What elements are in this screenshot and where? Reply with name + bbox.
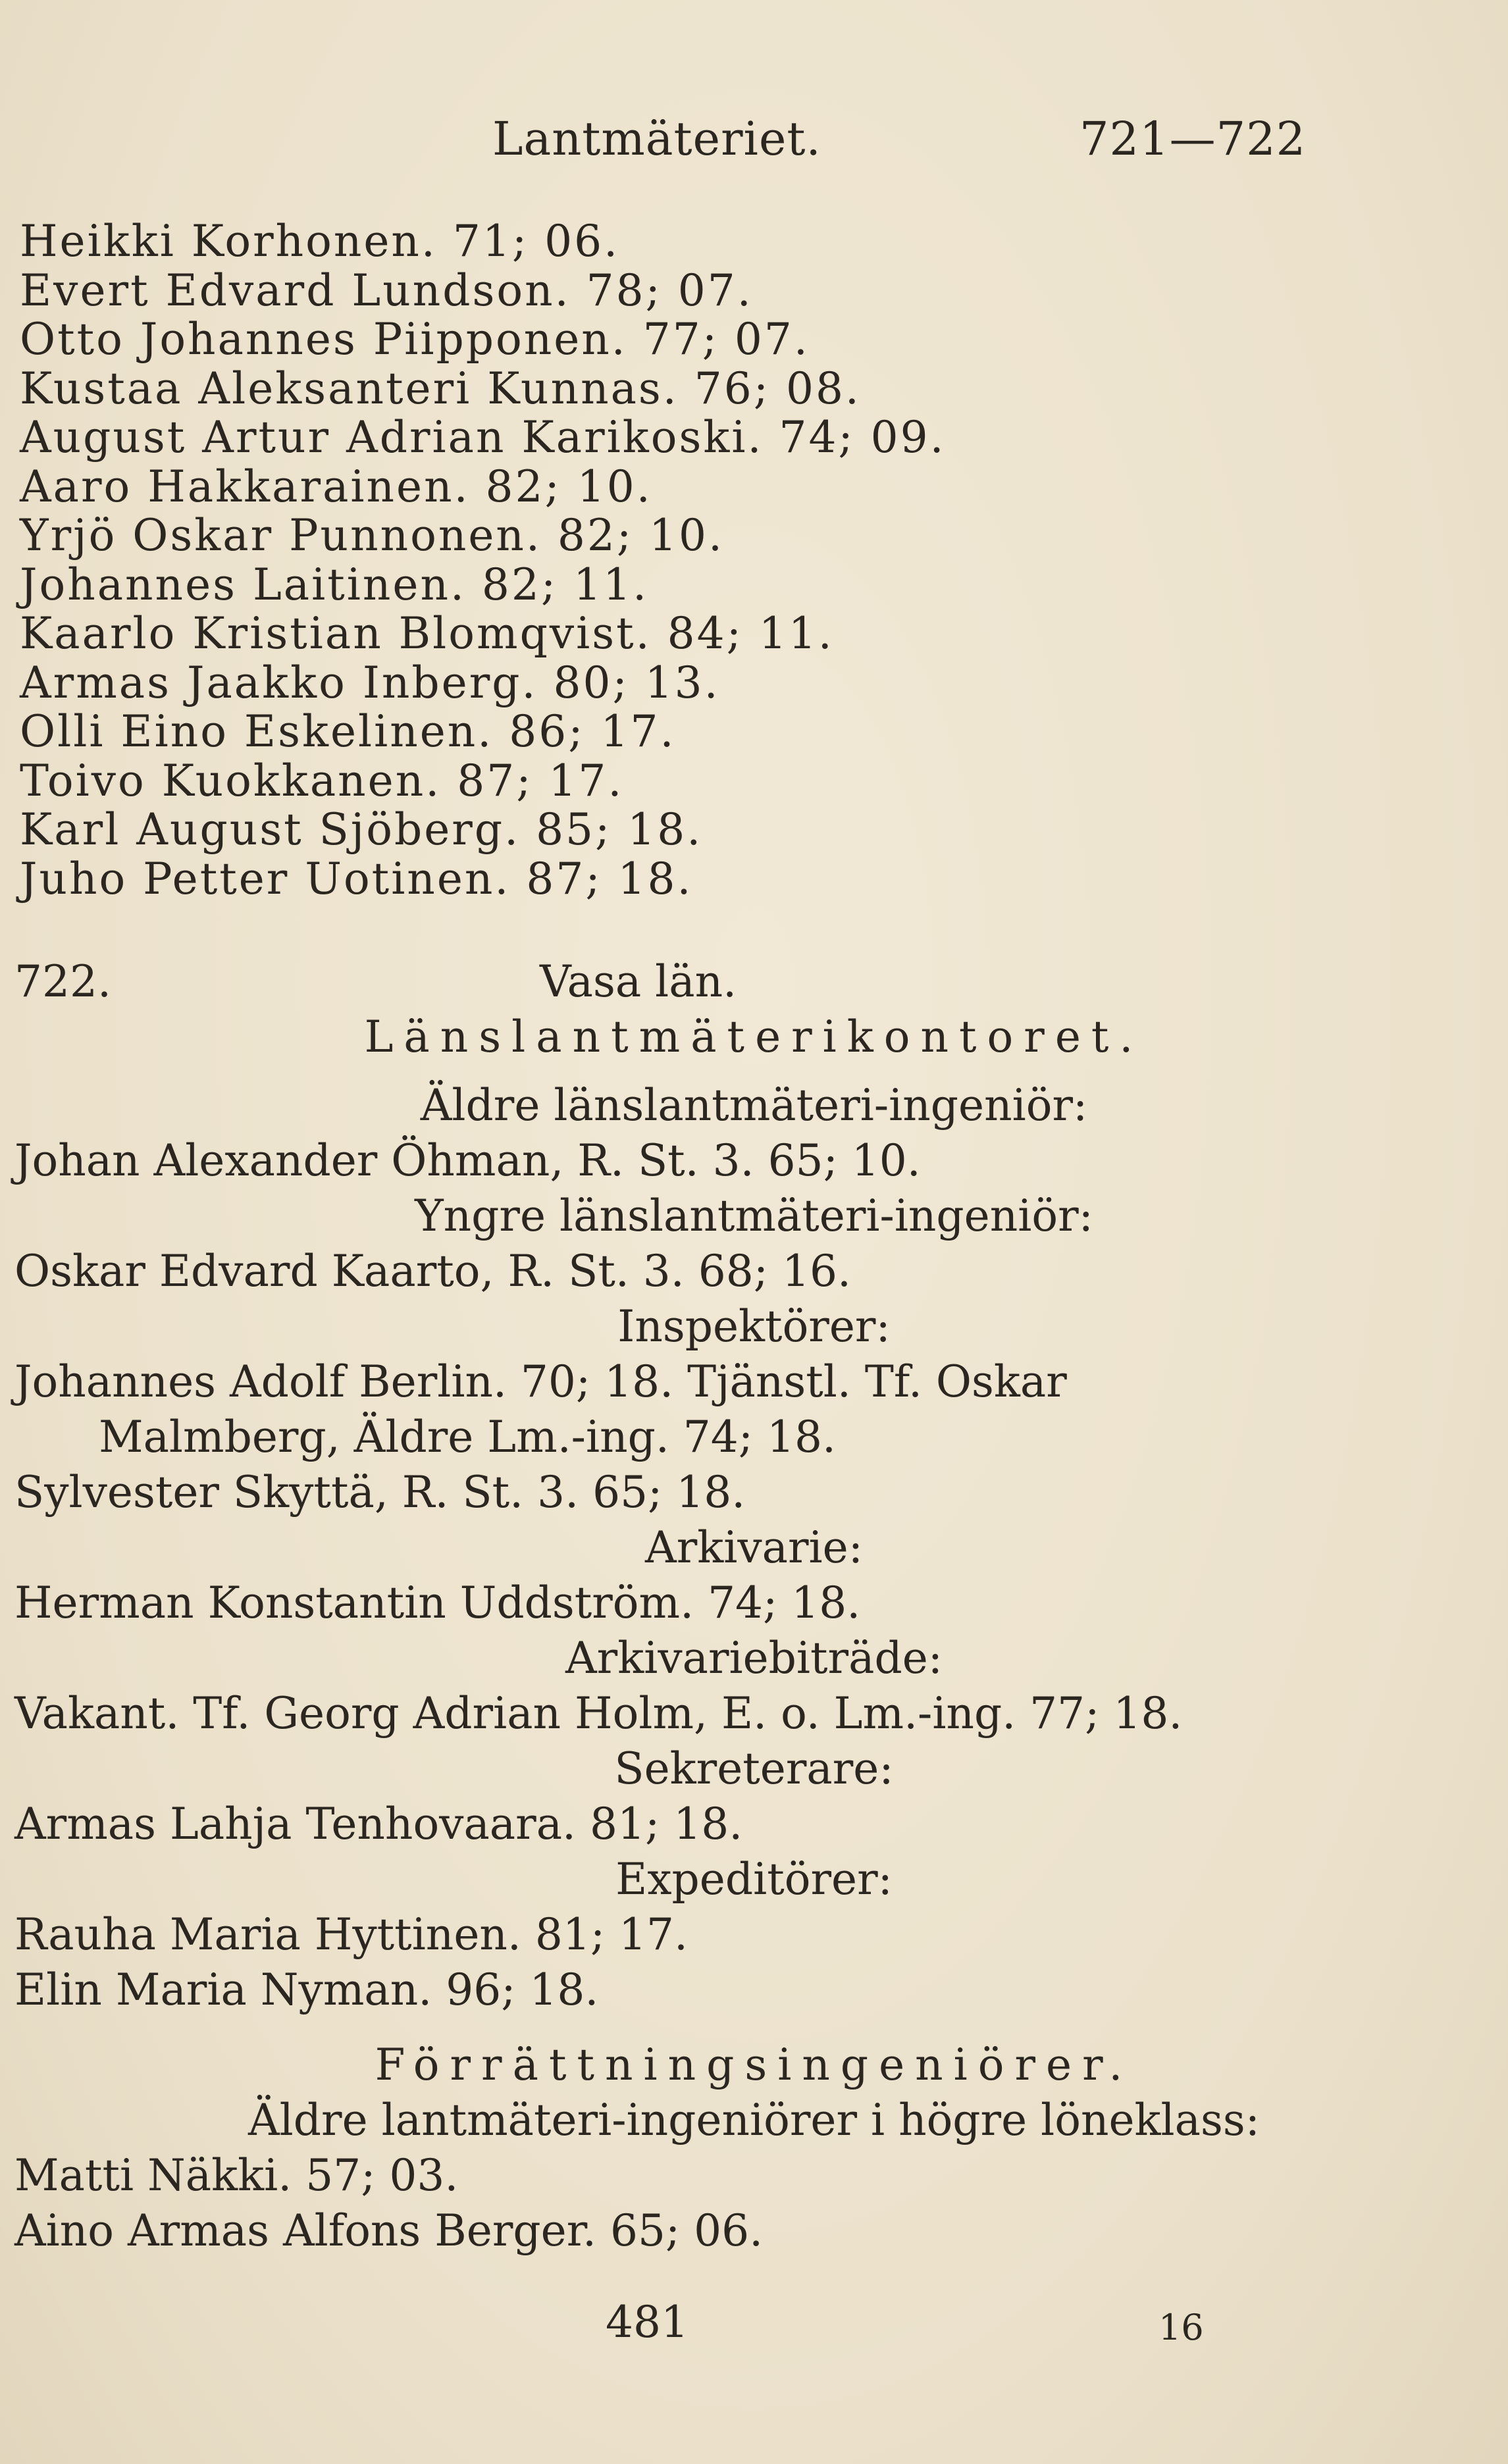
group-heading: Sekreterare: xyxy=(614,1743,894,1794)
section-number: 722. xyxy=(14,956,111,1007)
list-item: Armas Lahja Tenhovaara. 81; 18. xyxy=(14,1799,743,1849)
group-heading: Äldre länslantmäteri-ingeniör: xyxy=(420,1080,1088,1131)
list-item: Johan Alexander Öhman, R. St. 3. 65; 10. xyxy=(14,1135,921,1186)
list-item: Malmberg, Äldre Lm.-ing. 74; 18. xyxy=(99,1412,836,1462)
list-item: Kustaa Aleksanteri Kunnas. 76; 08. xyxy=(20,363,861,414)
list-item: Aino Armas Alfons Berger. 65; 06. xyxy=(14,2205,764,2256)
page-range: 721—722 xyxy=(1079,112,1307,166)
list-item: Evert Edvard Lundson. 78; 07. xyxy=(20,265,753,316)
office-title: Länslantmäterikontoret. xyxy=(364,1012,1144,1062)
page-number: 481 xyxy=(606,2297,689,2348)
list-item: Oskar Edvard Kaarto, R. St. 3. 68; 16. xyxy=(14,1246,851,1296)
list-item: Toivo Kuokkanen. 87; 17. xyxy=(20,755,624,806)
list-item: Herman Konstantin Uddström. 74; 18. xyxy=(14,1578,861,1628)
list-item: Juho Petter Uotinen. 87; 18. xyxy=(20,853,693,904)
list-item: Heikki Korhonen. 71; 06. xyxy=(20,216,620,267)
group-heading: Inspektörer: xyxy=(617,1301,891,1352)
list-item: Sylvester Skyttä, R. St. 3. 65; 18. xyxy=(14,1467,746,1518)
list-item: Olli Eino Eskelinen. 86; 17. xyxy=(20,706,676,757)
signature-mark: 16 xyxy=(1158,2307,1204,2348)
list-item: Kaarlo Kristian Blomqvist. 84; 11. xyxy=(20,608,834,659)
list-item: Johannes Adolf Berlin. 70; 18. Tjänstl. Tf. Oskar xyxy=(14,1356,1067,1407)
previous-entries xyxy=(20,217,1481,904)
list-item: Johannes Laitinen. 82; 11. xyxy=(20,559,649,610)
section-vasa xyxy=(0,954,1508,2259)
group-heading: Yngre länslantmäteri-ingeniör: xyxy=(415,1191,1093,1241)
group-heading: Äldre lantmäteri-ingeniörer i högre löneklass: xyxy=(248,2095,1260,2145)
list-item: Karl August Sjöberg. 85; 18. xyxy=(20,804,703,855)
running-title: Lantmäteriet. xyxy=(492,112,821,166)
list-item: Matti Näkki. 57; 03. xyxy=(14,2150,459,2201)
subsection-title: Förrättningsingeniörer. xyxy=(375,2040,1133,2090)
group-heading: Arkivariebiträde: xyxy=(565,1633,943,1683)
list-item: Aaro Hakkarainen. 82; 10. xyxy=(20,461,652,512)
list-item: Elin Maria Nyman. 96; 18. xyxy=(14,1964,599,2015)
section-title: Vasa län. xyxy=(540,956,737,1007)
group-heading: Expeditörer: xyxy=(615,1854,893,1905)
list-item: August Artur Adrian Karikoski. 74; 09. xyxy=(20,412,946,463)
group-heading: Arkivarie: xyxy=(645,1522,863,1573)
list-item: Rauha Maria Hyttinen. 81; 17. xyxy=(14,1909,688,1960)
list-item: Vakant. Tf. Georg Adrian Holm, E. o. Lm.-ing. 77; 18. xyxy=(14,1688,1183,1739)
section-heading-line xyxy=(0,954,1508,1010)
list-item: Armas Jaakko Inberg. 80; 13. xyxy=(20,657,720,708)
list-item: Otto Johannes Piipponen. 77; 07. xyxy=(20,314,810,365)
list-item: Yrjö Oskar Punnonen. 82; 10. xyxy=(20,510,725,561)
